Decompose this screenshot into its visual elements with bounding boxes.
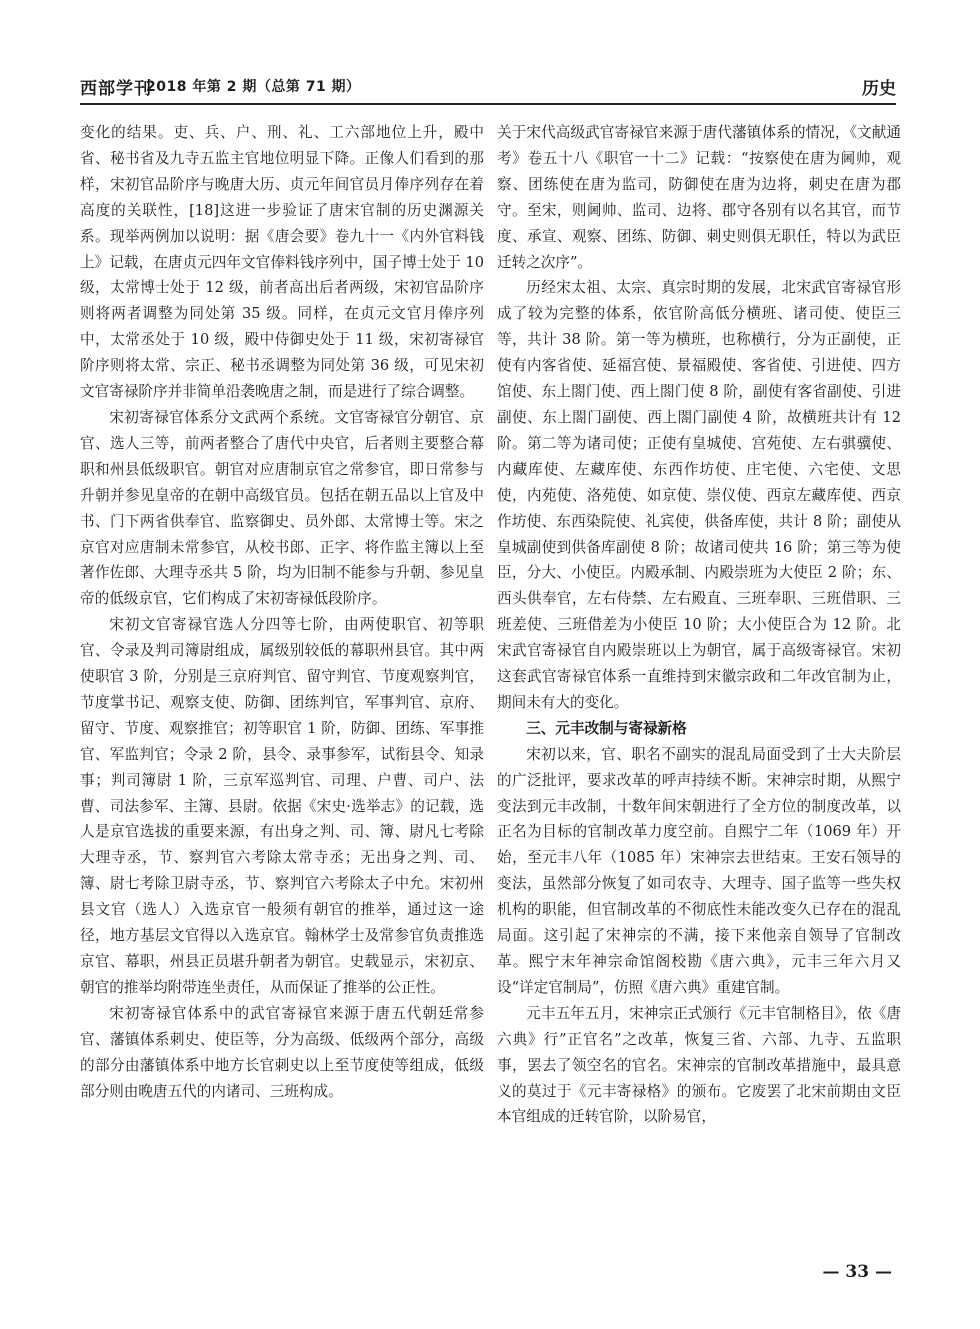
- paragraph: 宋初以来，官、职名不副实的混乱局面受到了士大夫阶层的广泛批评，要求改革的呼声持续不断。宋神宗时期，从熙宁变法到元丰改制，十数年间宋朝进行了全方位的制度改革，以正名为目标的官制改革力度空前。自熙宁二年（1069 年）开始，至元丰八年（1085 年）宋神宗去世结束。王安石领导的变法，虽然部分恢复了如司农寺、大理寺、国子监等一些失权机构的职能，但官制改革的不彻底性未能改变久已存在的混乱局面。这引起了宋神宗的不满，接下来他亲自领导了官制改革。熙宁末年神宗命馆阁校勘《唐六典》，元丰三年六月又设“详定官制局”，仿照《唐六典》重建官制。: [497, 745, 901, 996]
- paragraph: 宋初寄禄官体系分文武两个系统。文官寄禄官分朝官、京官、选人三等，前两者整合了唐代中央官，后者则主要整合幕职和州县低级职官。朝官对应唐制京官之常参官，即日常参与升朝并参见皇帝的在朝中高级官员。包括在朝五品以上官及中书、门下两省供奉官、监察御史、员外郎、太常博士等。宋之京官对应唐制未常参官，从校书郎、正字、将作监主簿以上至著作佐郎、大理寺丞共 5 阶，均为旧制不能参与升朝、参见皇帝的低级京官，它们构成了宋初寄禄低段阶序。: [80, 408, 484, 608]
- section-label: 历史: [862, 79, 896, 99]
- paragraph: 历经宋太祖、太宗、真宗时期的发展，北宋武官寄禄官形成了较为完整的体系，依官阶高低分横班、诸司使、使臣三等，共计 38 阶。第一等为横班，也称横行，分为正副使，正使有内客省使、延福宫使、景福殿使、客省使、引进使、四方馆使、东上閤门使、西上閤门使 8 阶，副使有客省副使、引进副使、东上閤门副使、西上閤门副使 4 阶，故横班共计有 12 阶。第二等为诸司使；正使有皇城使、宫苑使、左右骐骥使、内藏库使、左藏库使、东西作坊使、庄宅使、六宅使、文思使，内苑使、洛苑使、如京使、崇仪使、西京左藏库使、西京作坊使、东西染院使、礼宾使，供备库使，共计 8 阶；副使从皇城副使到供备库副使 8 阶；故诸司使共 16 阶；第三等为使臣，分大、小使臣。内殿承制、内殿崇班为大使臣 2 阶；东、西头供奉官，左右侍禁、左右殿直、三班奉职、三班借职、三班差使、三班借差为小使臣 10 阶；大小使臣合为 12 阶。北宋武官寄禄官自内殿崇班以上为朝官，属于高级寄禄官。宋初这套武官寄禄官体系一直维持到宋徽宗政和二年改官制为止，期间未有大的变化。: [497, 279, 901, 711]
- page-number: — 33 —: [822, 1262, 892, 1282]
- paragraph: 宋初文官寄禄官选人分四等七阶，由两使职官、初等职官、令录及判司簿尉组成，属级别较低的幕职州县官。其中两使职官 3 阶，分别是三京府判官、留守判官、节度观察判官，节度掌书记、观察支使、防御、团练判官，军事判官、京府、留守、节度、观察推官；初等职官 1 阶，防御、团练、军事推官、军监判官；令录 2 阶，县令、录事参军，试衔县令、知录事；判司簿尉 1 阶，三京军巡判官、司理、户曹、司户、法曹、司法参军、主簿、县尉。依据《宋史·选举志》的记载，选人是京官选拔的重要来源，有出身之判、司、簿、尉凡七考除大理寺丞，节、察判官六考除太常寺丞；无出身之判、司、簿、尉七考除卫尉寺丞，节、察判官六考除太子中允。宋初州县文官（选人）入选京官一般须有朝官的推举，通过这一途径，地方基层文官得以入选京官。翰林学士及常参官负责推选京官、幕职，州县正员堪升朝者为朝官。史载显示，宋初京、朝官的推举均附带连坐责任，从而保证了推举的公正性。: [80, 616, 484, 996]
- paragraph: 宋初寄禄官体系中的武官寄禄官来源于唐五代朝廷常参官、藩镇体系刺史、使臣等，分为高级、低级两个部分，高级的部分由藩镇体系中地方长官刺史以上至节度使等组成，低级部分则由晚唐五代的内诸司、三班构成。: [80, 1004, 484, 1100]
- left-column: [80, 120, 484, 1104]
- paragraph: 变化的结果。吏、兵、户、刑、礼、工六部地位上升，殿中省、秘书省及九寺五监主官地位明显下降。正像人们看到的那样，宋初官品阶序与晚唐大历、贞元年间官员月俸序列存在着高度的关联性，[18]这进一步验证了唐宋官制的历史渊源关系。现举两例加以说明：据《唐会要》卷九十一《内外官料钱上》记载，在唐贞元四年文官俸料钱序列中，国子博士处于 10 级，太常博士处于 12 级，前者高出后者两级，宋初官品阶序则将两者调整为同处第 35 级。同样，在贞元文官月俸序列中，太常丞处于 10 级，殿中侍御史处于 11 级，宋初寄禄官阶序则将太常、宗正、秘书丞调整为同处第 36 级，可见宋初文官寄禄阶序并非简单沿袭晚唐之制，而是进行了综合调整。: [80, 124, 484, 401]
- running-header: [80, 72, 896, 100]
- paragraph: 元丰五年五月，宋神宗正式颁行《元丰官制格目》，依《唐六典》行”正官名”之改革，恢复三省、六部、九寺、五监职事，罢去了领空名的官名。宋神宗的官制改革措施中，最具意义的莫过于《元丰寄禄格》的颁布。它废罢了北宋前期由文臣本官组成的迁转官阶，以阶易官，: [497, 1004, 901, 1126]
- paragraph: 关于宋代高级武官寄禄官来源于唐代藩镇体系的情况，《文献通考》卷五十八《职官一十二》记载：“按察使在唐为阃帅，观察、团练使在唐为监司，防御使在唐为边将，刺史在唐为郡守。至宋，则阃帅、监司、边将、郡守各别有以名其官，而节度、承宣、观察、团练、防御、刺史则俱无职任，特以为武臣迁转之次序”。: [497, 124, 901, 271]
- journal-title: 西部学刊: [80, 79, 152, 99]
- section-heading: 三、元丰改制与寄禄新格: [526, 719, 687, 737]
- issue-info: 2018 年第 2 期（总第 71 期）: [146, 79, 361, 95]
- right-column: [497, 120, 901, 1130]
- header-rule: [80, 103, 896, 105]
